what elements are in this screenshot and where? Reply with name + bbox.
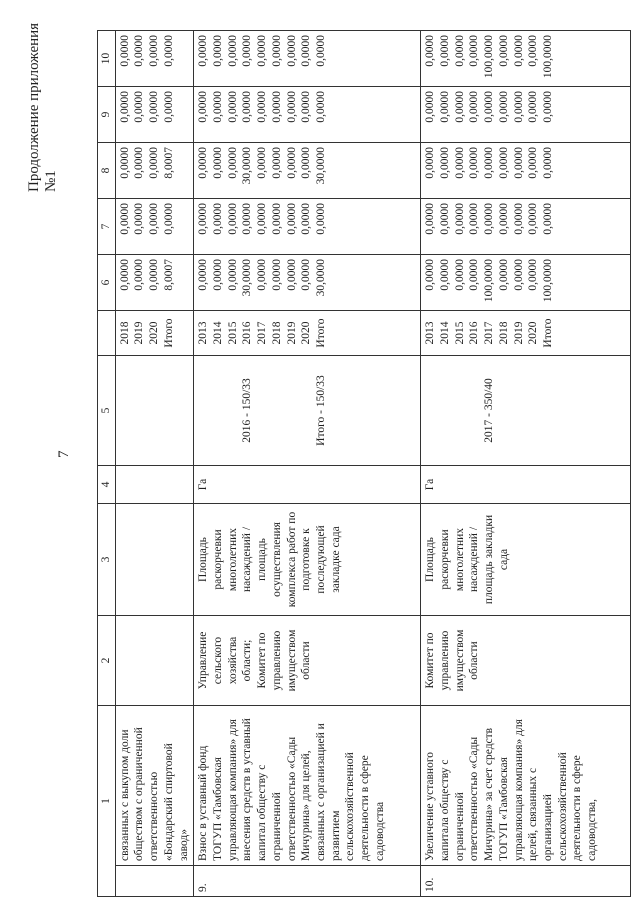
value-cell: 0,0000 bbox=[497, 91, 510, 123]
value-cell: 0,0000 bbox=[512, 203, 525, 235]
period-value bbox=[194, 356, 421, 466]
col9-values bbox=[115, 87, 194, 143]
value-cell: 0,0000 bbox=[118, 259, 131, 291]
value-cell: 0,0000 bbox=[118, 35, 131, 67]
unit: Га bbox=[194, 466, 421, 504]
value-cell: 0,0000 bbox=[300, 91, 313, 123]
col-header-7: 7 bbox=[98, 199, 116, 255]
executor bbox=[115, 616, 194, 706]
value-cell: 0,0000 bbox=[162, 203, 175, 235]
col6-values bbox=[194, 255, 421, 311]
value-cell: 0,0000 bbox=[300, 259, 313, 291]
period-cell: 2016 - 150/33 bbox=[241, 378, 254, 443]
value-cell: 0,0000 bbox=[453, 91, 466, 123]
col-header-4: 4 bbox=[98, 466, 116, 504]
col9-values bbox=[421, 87, 631, 143]
year-cell: 2016 bbox=[241, 321, 254, 345]
value-cell: 0,0000 bbox=[424, 147, 437, 179]
value-cell: 0,0000 bbox=[527, 259, 540, 291]
value-cell: 0,0000 bbox=[468, 203, 481, 235]
measure-name: Увеличение уставного капитала обществу с ограниченной ответственностью «Сады Мичурина» за счет средств ТОГУП «Тамбовская управляющая компания» для целей, связанных с организацией сельскохозяйственной деятельности в сфере садоводства, bbox=[421, 706, 631, 866]
value-cell: 0,0000 bbox=[285, 259, 298, 291]
continuation-note: Продолжение приложения №1 bbox=[26, 22, 59, 192]
unit bbox=[115, 466, 194, 504]
value-cell: 100,0000 bbox=[483, 35, 496, 79]
value-cell: 0,0000 bbox=[512, 35, 525, 67]
row-number: 10. bbox=[421, 866, 631, 897]
year-cell: 2013 bbox=[197, 321, 210, 345]
value-cell: 0,0000 bbox=[133, 259, 146, 291]
value-cell: 0,0000 bbox=[256, 35, 269, 67]
value-cell: 0,0000 bbox=[226, 147, 239, 179]
value-cell: 30,0000 bbox=[314, 147, 327, 185]
value-cell: 0,0000 bbox=[270, 35, 283, 67]
value-cell: 0,0000 bbox=[211, 91, 224, 123]
measure-name: связанных с выкупом доли обществом с ограниченной ответственностью «Бондарский спиртовой завод» bbox=[115, 706, 194, 866]
year-cell: 2020 bbox=[527, 321, 540, 345]
value-cell: 0,0000 bbox=[256, 91, 269, 123]
value-cell: 0,0000 bbox=[453, 147, 466, 179]
value-cell: 0,0000 bbox=[483, 91, 496, 123]
value-cell: 0,0000 bbox=[197, 259, 210, 291]
value-cell: 0,0000 bbox=[270, 147, 283, 179]
value-cell: 0,0000 bbox=[197, 147, 210, 179]
value-cell: 0,0000 bbox=[300, 35, 313, 67]
year-cell: 2019 bbox=[512, 321, 525, 345]
value-cell: 0,0000 bbox=[541, 203, 554, 235]
page-number: 7 bbox=[56, 450, 72, 458]
value-cell: 0,0000 bbox=[453, 35, 466, 67]
indicator bbox=[115, 504, 194, 616]
value-cell: 0,0000 bbox=[118, 91, 131, 123]
value-cell: 8,0007 bbox=[162, 259, 175, 291]
value-cell: 0,0000 bbox=[197, 203, 210, 235]
col-header-3: 3 bbox=[98, 504, 116, 616]
value-cell: 0,0000 bbox=[527, 91, 540, 123]
value-cell: 0,0000 bbox=[270, 203, 283, 235]
value-cell: 0,0000 bbox=[314, 35, 327, 67]
value-cell: 0,0000 bbox=[438, 147, 451, 179]
value-cell: 0,0000 bbox=[497, 259, 510, 291]
value-cell: 0,0000 bbox=[211, 147, 224, 179]
value-cell: 0,0000 bbox=[424, 203, 437, 235]
col8-values bbox=[421, 143, 631, 199]
value-cell: 0,0000 bbox=[497, 35, 510, 67]
value-cell: 0,0000 bbox=[241, 35, 254, 67]
value-cell: 0,0000 bbox=[438, 203, 451, 235]
years-list bbox=[421, 311, 631, 356]
value-cell: 0,0000 bbox=[512, 259, 525, 291]
value-cell: 0,0000 bbox=[270, 91, 283, 123]
value-cell: 0,0000 bbox=[133, 35, 146, 67]
col-header-6: 6 bbox=[98, 255, 116, 311]
year-cell: 2015 bbox=[226, 321, 239, 345]
value-cell: 0,0000 bbox=[438, 259, 451, 291]
value-cell: 0,0000 bbox=[148, 35, 161, 67]
value-cell: 0,0000 bbox=[483, 203, 496, 235]
value-cell: 0,0000 bbox=[512, 91, 525, 123]
value-cell: 0,0000 bbox=[468, 259, 481, 291]
value-cell: 0,0000 bbox=[424, 35, 437, 67]
col-header-1: 1 bbox=[98, 706, 116, 897]
value-cell: 0,0000 bbox=[211, 203, 224, 235]
value-cell: 0,0000 bbox=[133, 91, 146, 123]
col7-values bbox=[115, 199, 194, 255]
value-cell: 0,0000 bbox=[241, 91, 254, 123]
value-cell: 0,0000 bbox=[226, 259, 239, 291]
col9-values bbox=[194, 87, 421, 143]
year-cell: 2017 bbox=[256, 321, 269, 345]
value-cell: 0,0000 bbox=[270, 259, 283, 291]
year-cell: 2014 bbox=[438, 321, 451, 345]
value-cell: 0,0000 bbox=[285, 91, 298, 123]
value-cell: 0,0000 bbox=[527, 147, 540, 179]
value-cell: 0,0000 bbox=[148, 147, 161, 179]
col8-values bbox=[194, 143, 421, 199]
value-cell: 0,0000 bbox=[497, 147, 510, 179]
year-cell: Итого bbox=[162, 318, 175, 348]
measure-name: Взнос в уставный фонд ТОГУП «Тамбовская управляющая компания» для внесения средств в уставный капитал обществу с ограниченной ответственностью «Сады Мичурина» для целей, связанных с организацией и развитием сельскохозяйственной деятельности в сфере садоводства bbox=[194, 706, 421, 866]
value-cell: 0,0000 bbox=[211, 35, 224, 67]
row-number bbox=[115, 866, 194, 897]
col-header-year bbox=[98, 311, 116, 356]
col10-values bbox=[421, 31, 631, 87]
value-cell: 8,0007 bbox=[162, 147, 175, 179]
col7-values bbox=[194, 199, 421, 255]
value-cell: 0,0000 bbox=[438, 91, 451, 123]
year-cell: 2019 bbox=[133, 321, 146, 345]
value-cell: 0,0000 bbox=[211, 259, 224, 291]
value-cell: 0,0000 bbox=[226, 35, 239, 67]
indicator: Площадь раскорчевки многолетних насаждений / площадь закладки сада bbox=[421, 504, 631, 616]
value-cell: 0,0000 bbox=[162, 35, 175, 67]
col6-values bbox=[115, 255, 194, 311]
col6-values bbox=[421, 255, 631, 311]
unit: Га bbox=[421, 466, 631, 504]
value-cell: 0,0000 bbox=[133, 147, 146, 179]
value-cell: 0,0000 bbox=[453, 203, 466, 235]
value-cell: 30,0000 bbox=[241, 147, 254, 185]
value-cell: 0,0000 bbox=[241, 203, 254, 235]
value-cell: 0,0000 bbox=[300, 203, 313, 235]
value-cell: 30,0000 bbox=[241, 259, 254, 297]
col8-values bbox=[115, 143, 194, 199]
program-table bbox=[97, 30, 631, 897]
value-cell: 0,0000 bbox=[256, 259, 269, 291]
row-number: 9. bbox=[194, 866, 421, 897]
table-row bbox=[115, 31, 194, 897]
value-cell: 0,0000 bbox=[285, 203, 298, 235]
value-cell: 0,0000 bbox=[468, 35, 481, 67]
year-cell: 2013 bbox=[424, 321, 437, 345]
value-cell: 0,0000 bbox=[197, 35, 210, 67]
value-cell: 0,0000 bbox=[541, 147, 554, 179]
col-header-10: 10 bbox=[98, 31, 116, 87]
period-value bbox=[421, 356, 631, 466]
year-cell: 2018 bbox=[497, 321, 510, 345]
year-cell: 2020 bbox=[148, 321, 161, 345]
executor: Управление сельского хозяйства области; Комитет по управлению имуществом области bbox=[194, 616, 421, 706]
col10-values bbox=[115, 31, 194, 87]
year-cell: Итого bbox=[541, 318, 554, 348]
column-number-row bbox=[98, 31, 116, 897]
year-cell: 2019 bbox=[285, 321, 298, 345]
year-cell: 2018 bbox=[270, 321, 283, 345]
table-row bbox=[421, 31, 631, 897]
value-cell: 0,0000 bbox=[148, 91, 161, 123]
col-header-8: 8 bbox=[98, 143, 116, 199]
col-header-9: 9 bbox=[98, 87, 116, 143]
year-cell: 2015 bbox=[453, 321, 466, 345]
value-cell: 0,0000 bbox=[438, 35, 451, 67]
value-cell: 0,0000 bbox=[468, 91, 481, 123]
col-header-5: 5 bbox=[98, 356, 116, 466]
indicator: Площадь раскорчевки многолетних насаждений / площадь осуществления комплекса работ по подготовке к последующей закладке сада bbox=[194, 504, 421, 616]
year-cell: 2016 bbox=[468, 321, 481, 345]
col10-values bbox=[194, 31, 421, 87]
value-cell: 0,0000 bbox=[285, 35, 298, 67]
value-cell: 0,0000 bbox=[133, 203, 146, 235]
value-cell: 0,0000 bbox=[226, 203, 239, 235]
executor: Комитет по управлению имуществом области bbox=[421, 616, 631, 706]
year-cell: 2018 bbox=[118, 321, 131, 345]
value-cell: 0,0000 bbox=[300, 147, 313, 179]
value-cell: 0,0000 bbox=[527, 203, 540, 235]
value-cell: 0,0000 bbox=[468, 147, 481, 179]
col-header-2: 2 bbox=[98, 616, 116, 706]
value-cell: 100,0000 bbox=[483, 259, 496, 303]
value-cell: 0,0000 bbox=[497, 203, 510, 235]
value-cell: 0,0000 bbox=[148, 203, 161, 235]
value-cell: 0,0000 bbox=[527, 35, 540, 67]
table-row bbox=[194, 31, 421, 897]
value-cell: 0,0000 bbox=[118, 147, 131, 179]
value-cell: 0,0000 bbox=[256, 203, 269, 235]
value-cell: 0,0000 bbox=[226, 91, 239, 123]
value-cell: 0,0000 bbox=[483, 147, 496, 179]
value-cell: 0,0000 bbox=[314, 91, 327, 123]
value-cell: 0,0000 bbox=[424, 259, 437, 291]
value-cell: 0,0000 bbox=[314, 203, 327, 235]
value-cell: 0,0000 bbox=[285, 147, 298, 179]
period-value bbox=[115, 356, 194, 466]
value-cell: 0,0000 bbox=[256, 147, 269, 179]
value-cell: 0,0000 bbox=[197, 91, 210, 123]
value-cell: 0,0000 bbox=[424, 91, 437, 123]
value-cell: 100,0000 bbox=[541, 259, 554, 303]
value-cell: 0,0000 bbox=[148, 259, 161, 291]
years-list bbox=[194, 311, 421, 356]
value-cell: 0,0000 bbox=[118, 203, 131, 235]
period-cell: 2017 - 350/40 bbox=[483, 378, 496, 443]
year-cell: 2017 bbox=[483, 321, 496, 345]
col7-values bbox=[421, 199, 631, 255]
year-cell: Итого bbox=[314, 318, 327, 348]
years-list bbox=[115, 311, 194, 356]
value-cell: 30,0000 bbox=[314, 259, 327, 297]
period-total-cell: Итого - 150/33 bbox=[314, 375, 327, 446]
value-cell: 100,0000 bbox=[541, 35, 554, 79]
value-cell: 0,0000 bbox=[512, 147, 525, 179]
year-cell: 2020 bbox=[300, 321, 313, 345]
year-cell: 2014 bbox=[211, 321, 224, 345]
value-cell: 0,0000 bbox=[453, 259, 466, 291]
value-cell: 0,0000 bbox=[162, 91, 175, 123]
value-cell: 0,0000 bbox=[541, 91, 554, 123]
